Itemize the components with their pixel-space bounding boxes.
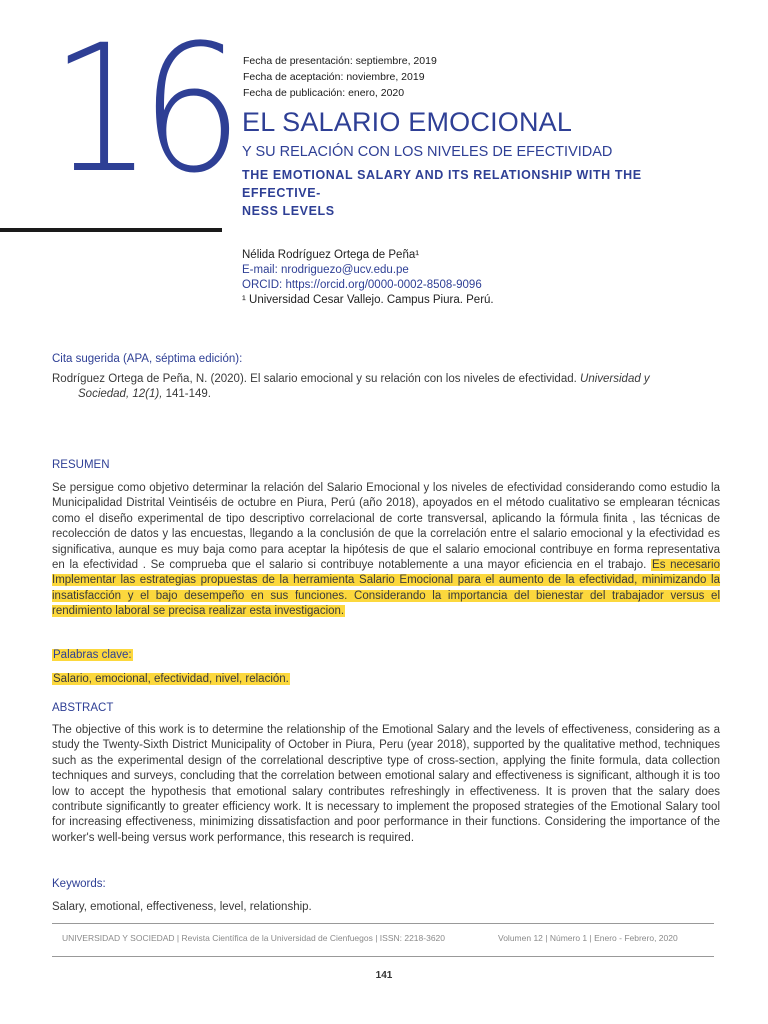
orcid-link[interactable]: https://orcid.org/0000-0002-8508-9096	[285, 279, 482, 291]
author-affiliation: ¹ Universidad Cesar Vallejo. Campus Piura. Perú.	[242, 294, 494, 306]
article-title: EL SALARIO EMOCIONAL	[242, 107, 573, 137]
footer-journal: UNIVERSIDAD Y SOCIEDAD | Revista Científica de la Universidad de Cienfuegos | ISSN: 2218-3620	[62, 933, 446, 943]
english-title	[242, 166, 722, 220]
english-title-line-2: NESS LEVELS	[242, 204, 335, 218]
footer-rule-bottom	[52, 956, 714, 957]
article-subtitle: Y SU RELACIÓN CON LOS NIVELES DE EFECTIVIDAD	[242, 144, 613, 160]
citation-journal-1: Universidad y	[580, 373, 650, 385]
abstract-text: The objective of this work is to determine the relationship of the Emotional Salary and the levels of effectiveness, considering as a study the Twenty-Sixth District Municipality of October in Piura, Peru (year 2018), supported by the qualitative method, techniques such as the experimental design of the correlational descriptive type of cross-section, applying the finite formula, data collection techniques and surveys, concluding that the correlation between emotional salary and effectiveness is significant, although it is too low to accept the hypothesis that emotional salary contributes refreshingly in effectiveness. It is proven that the salary does contribute significantly to greater efficiency work. It is necessary to implement the proposed strategies of the Emotional Salary tool for increasing effectiveness, minimizing dissatisfaction and poor performance in their functions. Considering the importance of the worker's well-being versus work performance, this research is required.	[52, 724, 720, 844]
orcid-label: ORCID:	[242, 279, 283, 291]
email-label: E-mail:	[242, 264, 278, 276]
keywords-heading: Keywords:	[52, 878, 106, 890]
date-publication: Fecha de publicación: enero, 2020	[243, 87, 405, 99]
date-submission: Fecha de presentación: septiembre, 2019	[243, 55, 437, 67]
keywords-text: Salary, emotional, effectiveness, level, relationship.	[52, 901, 312, 913]
palabras-clave-heading	[52, 649, 133, 661]
citation-text	[52, 372, 720, 402]
header-rule	[0, 228, 222, 232]
citation-label: Cita sugerida (APA, séptima edición):	[52, 353, 243, 365]
email-link[interactable]: nrodriguezo@ucv.edu.pe	[280, 264, 409, 276]
citation-plain: Rodríguez Ortega de Peña, N. (2020). El salario emocional y su relación con los niveles de efectividad.	[52, 373, 577, 385]
resumen-highlight: Es necesario Implementar las estrategias propuestas de la herramienta Salario Emocional para el aumento de la efectividad, minimizando la insatisfacción y el bajo desempeño en sus funciones. Considerando la importancia del bienestar del trabajador versus el rendimiento laboral se precisa realizar esta investigacion.	[52, 559, 720, 618]
author-block	[242, 248, 494, 308]
palabras-clave-label: Palabras clave:	[53, 649, 132, 661]
author-name: Nélida Rodríguez Ortega de Peña¹	[242, 249, 420, 261]
publication-dates	[243, 53, 437, 101]
resumen-plain: Se persigue como objetivo determinar la relación del Salario Emocional y los niveles de efectividad considerando como estudio la Municipalidad Distrital Veintiséis de octubre en Piura, Perú (año 2018), apoyados en el método cualitativo se emplearan técnicas como el diseño experimental de tipo descriptivo correlacional de corte transversal, aplicando la fórmula finita , las técnicas de recolección de datos y las encuestas, llegando a la conclusión de que la correlación entre el salario emocional y la efectividad es significativa, aunque es muy baja como para aceptar la hipótesis de que el salario emocional contribuye en forma representativa en la efectividad . Se comprueba que el salario si contribuye notablemente a una mayor eficiencia en el trabajo.	[52, 482, 720, 572]
footer	[62, 933, 714, 943]
citation-journal-2: Sociedad, 12(1),	[78, 388, 163, 400]
palabras-clave-highlight: Salario, emocional, efectividad, nivel, relación.	[53, 673, 289, 685]
palabras-clave-text	[52, 673, 290, 685]
footer-volume: Volumen 12 | Número 1 | Enero - Febrero, 2020	[498, 933, 678, 943]
citation-pages: 141-149.	[165, 388, 211, 400]
author-email-row	[242, 263, 494, 278]
article-number: 16	[50, 7, 231, 212]
abstract-heading: ABSTRACT	[52, 702, 114, 714]
page-number: 141	[375, 970, 393, 981]
footer-rule-top	[52, 923, 714, 924]
english-title-line-1: THE EMOTIONAL SALARY AND ITS RELATIONSHIP WITH THE EFFECTIVE-	[242, 168, 642, 200]
date-acceptance: Fecha de aceptación: noviembre, 2019	[243, 71, 425, 83]
resumen-heading: RESUMEN	[52, 459, 110, 471]
resumen-text	[52, 481, 720, 620]
author-orcid-row	[242, 278, 494, 293]
